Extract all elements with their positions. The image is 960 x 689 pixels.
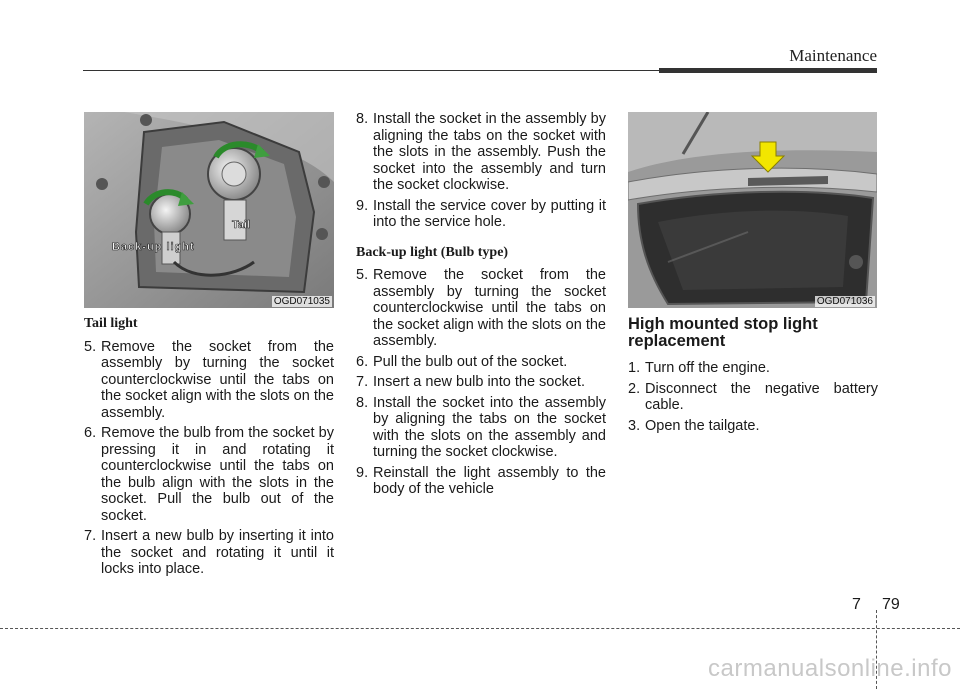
step-number: 9.: [356, 464, 369, 481]
list-item: [356, 198, 606, 231]
column-middle: [356, 111, 606, 502]
page-header-title: Maintenance: [789, 46, 877, 65]
tail-light-figure: [84, 112, 334, 308]
list-item: [84, 339, 334, 422]
column-left: [84, 316, 334, 582]
list-item: [356, 111, 606, 194]
figure-code-left: OGD071035: [273, 296, 330, 307]
list-item: [628, 418, 878, 435]
step-number: 6.: [84, 425, 97, 441]
footer-rule: [0, 628, 960, 629]
step-text: Insert a new bulb into the socket.: [373, 374, 585, 390]
step-text: Install the socket in the assembly by aligning the tabs on the socket with the slots in the assembly. Push the socket into the assembly and turn the socket clockwise.: [373, 111, 606, 193]
stop-light-illustration: [628, 112, 877, 308]
step-text: Remove the bulb from the socket by pressing it in and rotating it counterclockwise until the tabs on the bulb align with the slots in the socket. Pull the bulb out of the socket.: [101, 425, 334, 524]
figure-code-right: OGD071036: [816, 296, 873, 307]
list-item: [356, 374, 606, 391]
step-text: Remove the socket from the assembly by turning the socket counterclockwise until the tabs on the socket align with the slots on the assembly.: [373, 267, 606, 349]
step-text: Install the socket into the assembly by aligning the tabs on the socket with the slots on the assembly and turning the socket clockwise.: [373, 394, 606, 460]
step-text: Pull the bulb out of the socket.: [373, 353, 568, 370]
chapter-number: 7: [852, 596, 861, 613]
step-number: 5.: [356, 267, 369, 283]
step-number: 8.: [356, 111, 369, 127]
tail-callout: Tail: [232, 219, 251, 231]
list-item: [356, 354, 606, 371]
watermark: carmanualsonline.info: [708, 655, 952, 682]
step-text: Remove the socket from the assembly by turning the socket counterclockwise until the tabs on the socket align with the slots on the assembly.: [101, 338, 334, 421]
step-text: Open the tailgate.: [645, 417, 760, 434]
step-number: 3.: [628, 417, 641, 434]
step-number: 1.: [628, 360, 641, 376]
step-number: 8.: [356, 394, 369, 411]
step-number: 7.: [356, 374, 369, 390]
list-item: [356, 267, 606, 350]
step-number: 6.: [356, 353, 369, 370]
step-text: Install the service cover by putting it into the service hole.: [373, 197, 606, 230]
step-number: 5.: [84, 338, 97, 355]
section-heading: High mounted stop light replacement: [628, 315, 818, 350]
step-number: 2.: [628, 380, 641, 397]
backup-light-subhead: Back-up light (Bulb type): [356, 244, 509, 260]
tail-light-illustration: [84, 112, 334, 308]
stop-light-figure: [628, 112, 877, 308]
step-text: Insert a new bulb by inserting it into the socket and rotating it until it locks into place.: [101, 528, 334, 577]
step-number: 7.: [84, 528, 97, 544]
step-number: 9.: [356, 197, 369, 214]
tail-light-subhead: Tail light: [84, 316, 138, 331]
list-item: [628, 360, 878, 377]
list-item: [84, 425, 334, 524]
step-text: Reinstall the light assembly to the body of the vehicle: [373, 464, 606, 497]
list-item: [628, 381, 878, 414]
list-item: [356, 465, 606, 498]
header-rule-thin: [83, 70, 663, 71]
list-item: [356, 395, 606, 461]
step-text: Disconnect the negative battery cable.: [645, 380, 878, 413]
step-text: Turn off the engine.: [645, 360, 770, 376]
list-item: [84, 528, 334, 578]
backup-light-callout: Back-up light: [112, 241, 195, 253]
header-rule-thick: [659, 68, 877, 73]
page-number: 79: [882, 596, 900, 613]
column-right: [628, 316, 878, 438]
